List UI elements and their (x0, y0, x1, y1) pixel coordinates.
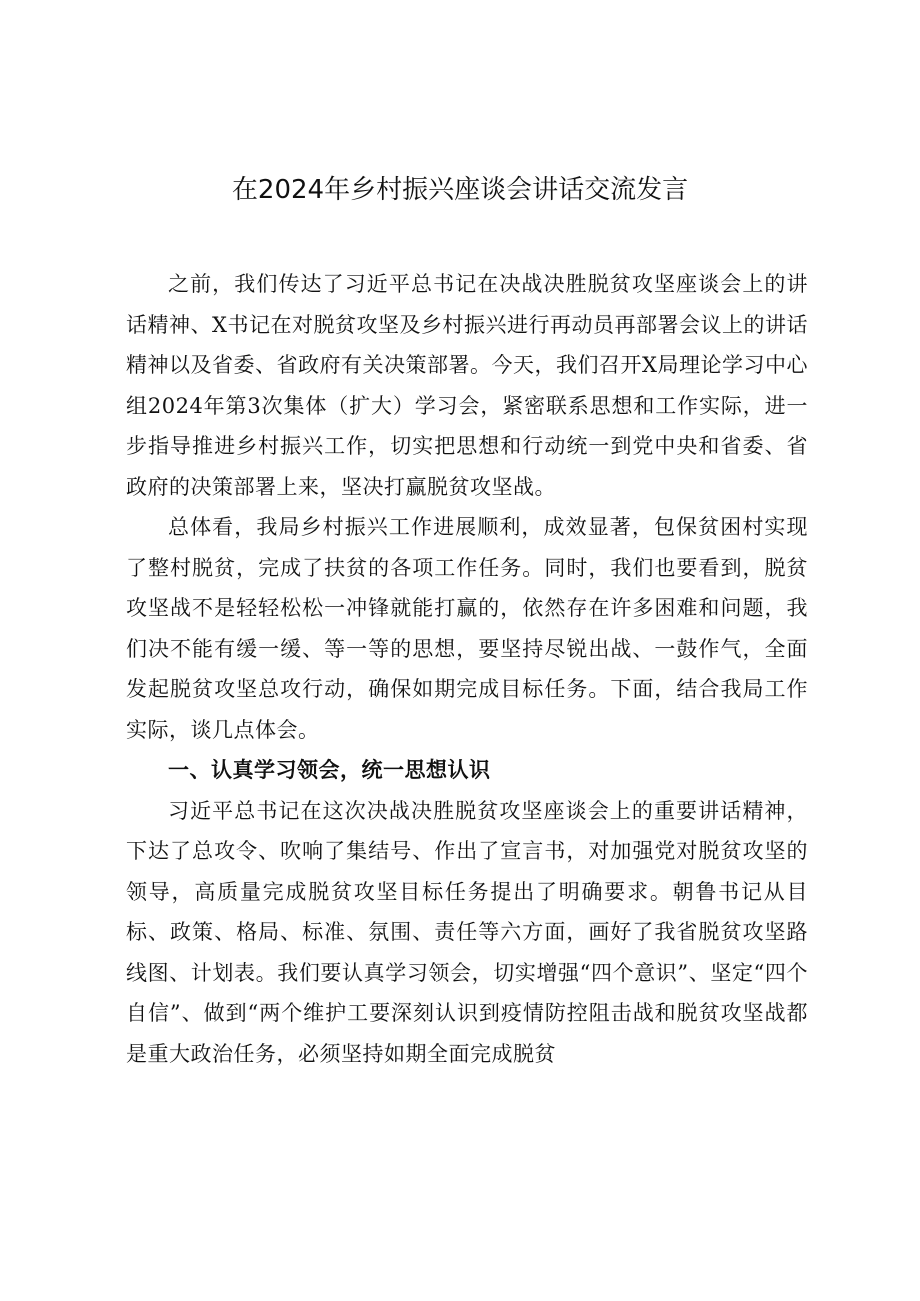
document-title: 在2024年乡村振兴座谈会讲话交流发言 (231, 175, 689, 205)
section-paragraph: 习近平总书记在这次决战决胜脱贫攻坚座谈会上的重要讲话精神，下达了总攻令、吹响了集结号、作出了宣言书，对加强党对脱贫攻坚的领导，高质量完成脱贫攻坚目标任务提出了明确要求。朝鲁书记从目标、政策、格局、标准、氛围、责任等六方面，画好了我省脱贫攻坚路线图、计划表。我们要认真学习领会，切实增强“四个意识”、坚定“四个自信”、做到“两个维护工要深刻认识到疫情防控阻击战和脱贫攻坚战都是重大政治任务，必须坚持如期全面完成脱贫 (126, 798, 808, 1066)
body-paragraph-1: 之前，我们传达了习近平总书记在决战决胜脱贫攻坚座谈会上的讲话精神、X书记在对脱贫攻坚及乡村振兴进行再动员再部署会议上的讲话精神以及省委、省政府有关决策部署。今天，我们召开X局理论学习中心组2024年第3次集体（扩大）学习会，紧密联系思想和工作实际，进一步指导推进乡村振兴工作，切实把思想和行动统一到党中央和省委、省政府的决策部署上来，坚决打赢脱贫攻坚战。 (126, 272, 808, 499)
body-paragraph-2: 总体看，我局乡村振兴工作进展顺利，成效显著，包保贫困村实现了整村脱贫，完成了扶贫的各项工作任务。同时，我们也要看到，脱贫攻坚战不是轻轻松松一冲锋就能打赢的，依然存在许多困难和问题，我们决不能有缓一缓、等一等的思想，要坚持尽锐出战、一鼓作气，全面发起脱贫攻坚总攻行动，确保如期完成目标任务。下面，结合我局工作实际，谈几点体会。 (126, 515, 808, 742)
section-heading: 一、认真学习领会，统一思想认识 (168, 758, 491, 782)
document-body (126, 264, 808, 1074)
